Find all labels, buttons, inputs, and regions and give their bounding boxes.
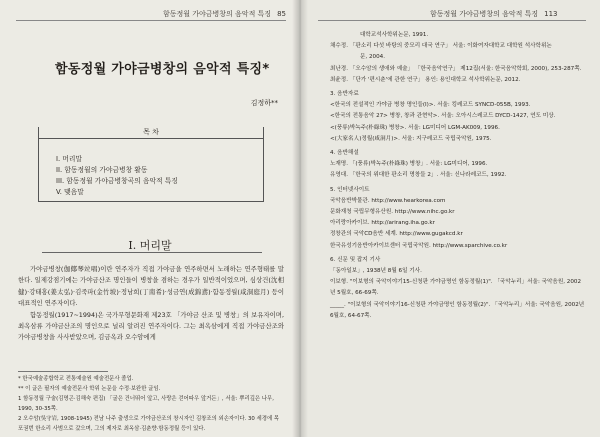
bibliography-heading: 6. 신문 및 잡지 기사 xyxy=(330,256,381,263)
bibliography-entry: 최난경. 「오수암의 생애와 예술」 「한국음악연구」 제12집(서울: 한국음악학회, 2000), 253-287쪽. xyxy=(330,65,582,72)
bibliography-entry: 유영대. 「한국의 위대한 판소리 명창들 2」. 서울: 신나라레코드, 1992. xyxy=(330,172,507,179)
section-heading: I. 머리말 xyxy=(128,239,172,252)
bibliography-heading: 5. 인터넷사이트 xyxy=(330,186,370,193)
footnote: ** 이 글은 필자의 예술전문사 학위 논문을 수정·보완한 글임. xyxy=(18,386,161,392)
right-page xyxy=(300,0,600,437)
running-head-text: 함동정월 가야금병창의 음악적 특징 xyxy=(430,10,539,18)
table-of-contents xyxy=(38,127,264,202)
toc-item: II. 함동정월의 가야금병창 활동 xyxy=(56,166,148,174)
bibliography-entry: <(풍류)박녹주(朴綠珠) 병창>. 서울: LG미디어 LGM-AK009, 1996. xyxy=(330,124,500,131)
toc-title: 목 차 xyxy=(39,127,263,137)
toc-divider xyxy=(39,138,263,139)
toc-list xyxy=(56,154,178,198)
bibliography-entry: 문화재청 국립무형유산원. http://www.nihc.go.kr xyxy=(330,209,455,216)
toc-item: V. 맺음말 xyxy=(56,188,84,196)
article-title: 함동정월 가야금병창의 음악적 특징* xyxy=(55,62,270,77)
footnotes xyxy=(18,374,284,434)
body-paragraph: 함동정월(1917~1994)은 국가무형문화재 제23호 「가야금 산조 및 병창」의 보유자이며, 최옥삼류 가야금산조의 명인으로 널리 알려진 연주자이다. 그는 최옥삼에게 직접 가야금산조와 가야금병창을 사사받았으며, 김금옥과 오수암에게 xyxy=(18,310,284,342)
footnote: * 한국예술종합학교 전통예술원 예술전문사 졸업. xyxy=(18,376,134,382)
bibliography-entry: 최윤정. 「단가 '편시춘'에 관한 연구」 용인: 용인대학교 석사학위논문, 2012. xyxy=(330,76,521,83)
bibliography-entry: <(大家名人)정월(咸洞月)>. 서울: 지구레코드 국립국악원, 1975. xyxy=(330,135,492,142)
header-rule xyxy=(16,20,286,21)
toc-item: III. 함동정월 가야금병창곡의 음악적 특징 xyxy=(56,177,178,185)
bibliography-entry: <한국의 전통음악 27> 병창, 창과 관현악>. 서울: 오아시스레코드 DYCD-1427, 연도 미상. xyxy=(330,113,556,120)
body-text xyxy=(18,264,284,344)
bibliography-entry: 아리랑아카이브. http://arirang.iha.go.kr xyxy=(330,220,435,227)
bibliography-entry: 정창관의 국악CD음반 세계. http://www.gugakcd.kr xyxy=(330,231,463,238)
footnote: 2 오수암(吳守岩, 1908-1945) 전남 나주 출생으로 가야금산조의 창시자인 김창조의 외손자이다. 30 세경에 목포권번 한소리 사범으로 갔으며, 그의 제자로 최옥삼·김춘향·함동정월 등이 있다. xyxy=(18,416,280,432)
running-head-right xyxy=(430,9,557,19)
bibliography-entry: 대학교석사학위논문, 1991. xyxy=(360,32,429,38)
bibliography-entry: 이보형. "이보형의 국악이야기15-신청판 가야금명인 함동정월(1)". 「국악누리」서울: 국악음원, 2002년 5월호, 66-69쪽. xyxy=(330,279,582,297)
bibliography-entry: 「동아일보」, 1938년 8월 6일 기사. xyxy=(330,268,422,275)
footnote-rule xyxy=(18,371,108,372)
bibliography-entry: 국악음반박물관. http://www.hearkorea.com xyxy=(330,197,446,204)
running-head-text: 함동정월 가야금병창의 음악적 특징 xyxy=(162,10,272,18)
page-number-right: 113 xyxy=(544,10,558,18)
bibliography-heading: 4. 음반해설 xyxy=(330,150,359,157)
bibliography-entry: _____. "이보형의 국악이야기16-신청판 가야금명인 함동정월(2)". 「국악누리」서울: 국악음원, 2002년 6월호, 64-67쪽. xyxy=(330,301,585,319)
header-rule xyxy=(318,20,586,21)
body-paragraph: 가야금병창(伽倻琴竝唱)이란 연주자가 직접 가야금을 연주하면서 노래하는 연주형태를 말한다. 일제강점기에는 가야금산조 명인들이 병창을 겸하는 경우가 일반적이었으며, 심상건(沈相健)·강태홍(姜太弘)·김죽파(金竹坡)·정남희(丁南希)·성금연(成錦鳶)·함동정월(咸洞庭月) 등이 대표적인 연주자이다. xyxy=(18,265,284,308)
bibliography-heading: 3. 음반자료 xyxy=(330,91,359,98)
toc-item: I. 머리말 xyxy=(56,155,83,163)
bibliography-entry: 문, 2004. xyxy=(360,54,385,61)
bibliography-entry: 노재명. 「(풍류)박녹주(朴綠珠) 병창」. 서울: LG미디어, 1996. xyxy=(330,161,488,168)
section-rule xyxy=(42,252,262,253)
page-number-left: 85 xyxy=(277,10,286,18)
running-head-left xyxy=(163,9,286,19)
bibliography-entry: 한국유성기음반아카이브센터 국립국악원. http://www.sparchive.co.kr xyxy=(330,242,508,249)
bibliography-entry: 채수정. 「판소리 다섯 바탕의 중모리 대국 연구」 서울: 이화여자대학교 대학원 석사학위논 xyxy=(330,43,552,50)
bibliography xyxy=(330,30,586,322)
footnote: 1 함동정월 구술(김명곤·김해숙 편집) 「굴은 건너뛰어 앞고, 사랑은 걷어따우 앞거든」, 서울: 뿌리깊은 나무, 1990, 30-35쪽. xyxy=(18,396,274,412)
author-name: 김정하** xyxy=(250,99,278,107)
bibliography-entry: <한국의 전설적인 가야금 병창 명인들(I)>. 서울: 킹레코드 SYNCD-055B, 1993. xyxy=(330,102,531,109)
